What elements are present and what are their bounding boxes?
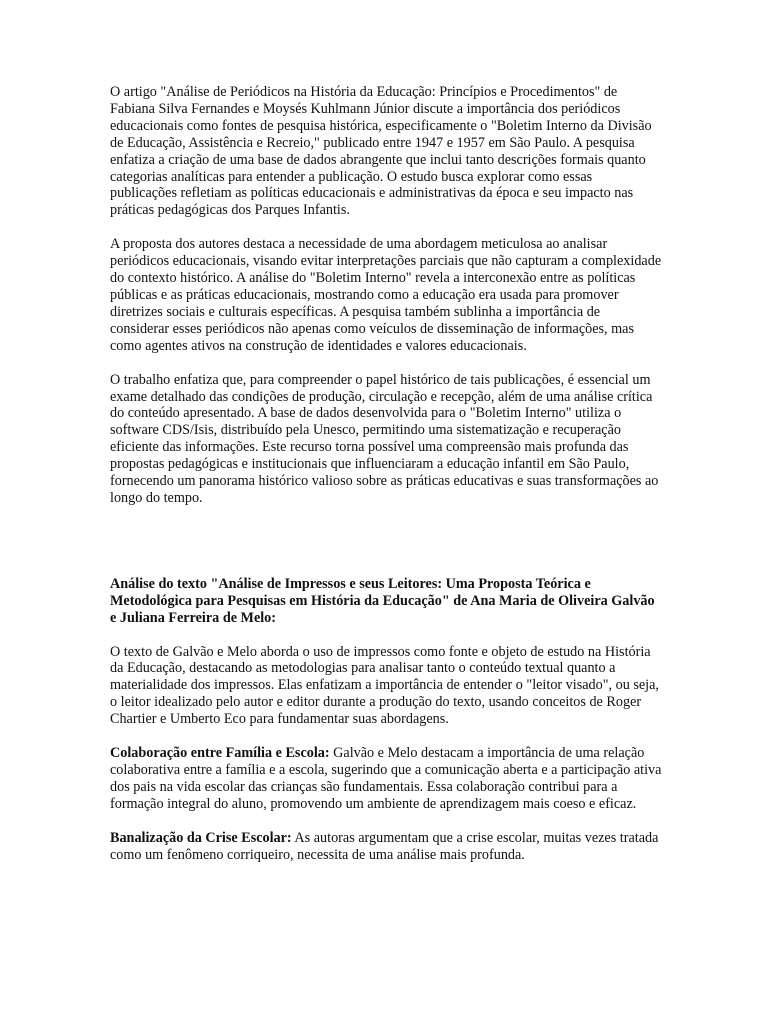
document-page: [110, 84, 662, 881]
paragraph-colaboracao: [110, 745, 662, 813]
lead-colaboracao: Colaboração entre Família e Escola:: [110, 745, 330, 762]
paragraph-banalizacao: [110, 830, 662, 864]
lead-banalizacao: Banalização da Crise Escolar:: [110, 829, 292, 846]
paragraph-proposta-autores: A proposta dos autores destaca a necessidade de uma abordagem meticulosa ao analisar periódicos educacionais, visando evitar interpretações parciais que não capturam a complexidade do contexto histórico. A análise do "Boletim Interno" revela a interconexão entre as políticas públicas e as práticas educacionais, mostrando como a educação era usada para promover diretrizes sociais e culturais específicas. A pesquisa também sublinha a importância de considerar esses periódicos não apenas como veículos de disseminação de informações, mas como agentes ativos na construção de identidades e valores educacionais.: [110, 236, 662, 354]
paragraph-trabalho-enfatiza: O trabalho enfatiza que, para compreender o papel histórico de tais publicações, é essencial um exame detalhado das condições de produção, circulação e recepção, além de uma análise crítica do conteúdo apresentado. A base de dados desenvolvida para o "Boletim Interno" utiliza o software CDS/Isis, distribuído pela Unesco, permitindo uma sistematização e recuperação eficiente das informações. Este recurso torna possível uma compreensão mais profunda das propostas pedagógicas e institucionais que influenciaram a educação infantil em São Paulo, fornecendo um panorama histórico valioso sobre as práticas educativas e suas transformações ao longo do tempo.: [110, 371, 659, 506]
paragraph-periodicos-intro: O artigo "Análise de Periódicos na História da Educação: Princípios e Procedimentos" de Fabiana Silva Fernandes e Moysés Kuhlmann Júnior discute a importância dos periódicos educacionais como fontes de pesquisa histórica, especificamente o "Boletim Interno da Divisão de Educação, Assistência e Recreio," publicado entre 1947 e 1957 em São Paulo. A pesquisa enfatiza a criação de uma base de dados abrangente que inclui tanto descrições formais quanto categorias analíticas para entender a publicação. O estudo busca explorar como essas publicações refletiam as políticas educacionais e administrativas da época e seu impacto nas práticas pedagógicas dos Parques Infantis.: [110, 84, 652, 219]
text-colaboracao: Galvão e Melo destacam a importância de uma relação colaborativa entre a família e a escola, sugerindo que a comunicação aberta e a participação ativa dos pais na vida escolar das crianças são fundamentais. Essa colaboração contribui para a formação integral do aluno, promovendo um ambiente de aprendizagem mais coeso e eficaz.: [110, 745, 662, 812]
paragraph-galvao-melo-intro: O texto de Galvão e Melo aborda o uso de impressos como fonte e objeto de estudo na História da Educação, destacando as metodologias para analisar tanto o conteúdo textual quanto a materialidade dos impressos. Elas enfatizam a importância de entender o "leitor visado", ou seja, o leitor idealizado pelo autor e editor durante a produção do texto, usando conceitos de Roger Chartier e Umberto Eco para fundamentar suas abordagens.: [110, 643, 659, 728]
section-heading-impressos: Análise do texto "Análise de Impressos e seus Leitores: Uma Proposta Teórica e Metodológica para Pesquisas em História da Educação" de Ana Maria de Oliveira Galvão e Juliana Ferreira de Melo:: [110, 575, 655, 626]
section-spacer: [110, 524, 662, 576]
text-banalizacao: As autoras argumentam que a crise escolar, muitas vezes tratada como um fenômeno corriqueiro, necessita de uma análise mais profunda.: [110, 829, 659, 863]
